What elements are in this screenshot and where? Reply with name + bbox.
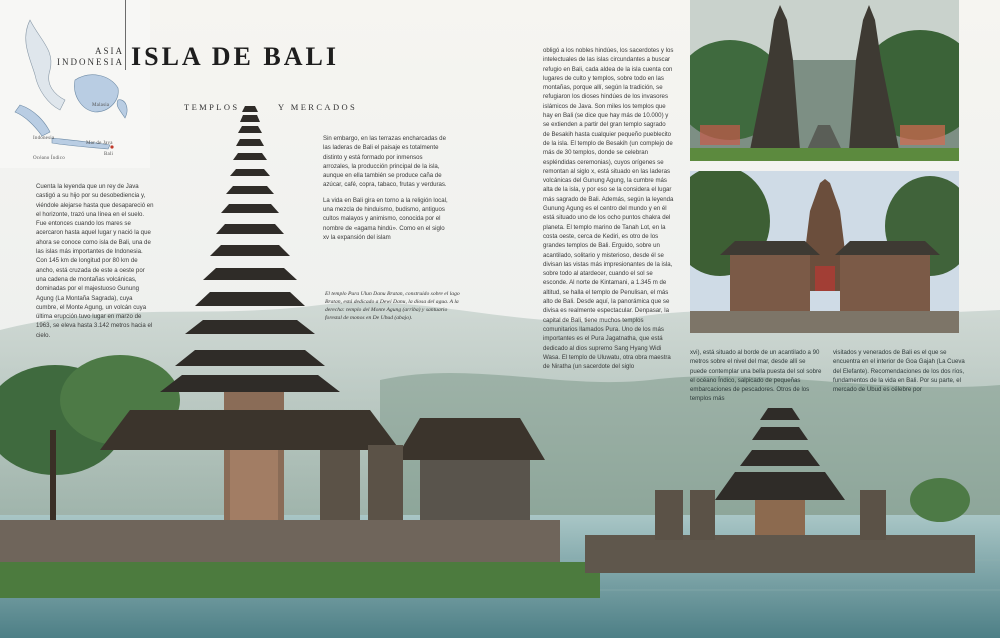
body-paragraph-3: La vida en Bali gira en torno a la religión local, una mezcla de hinduismo, budismo, antiguos cultos malayos y animismo, conocida por el nombre de «agama hindú». Como en el siglo xv la expansión del islam: [323, 196, 448, 241]
map-label-indonesia: Indonesia: [33, 136, 55, 141]
map-label-bali: Bali: [104, 152, 114, 157]
article-subtitle: [184, 102, 364, 112]
body-paragraph-5: xvi), está situado al borde de un acantilado a 90 metros sobre el nivel del mar, desde allí se puede contemplar una bella puesta del sol sobre el océano Índico, salpicado de pequeñas embarcaciones de pescadores. Otros de los templos más: [690, 349, 822, 403]
forest-temple-photo: [690, 171, 959, 333]
body-paragraph-4: obligó a los nobles hindúes, los sacerdotes y los intelectuales de las islas circundantes a buscar refugio en Bali, cada aldea de la isla cuenta con lugares de culto y templos, sobre todo en las montañas, porque allí, según la tradición, se refugiaron los dioses hindúes de los invasores islámicos de Java. Son miles los templos que hay en Bali (se dice que hay más de 10.000) y se extienden a partir del gran templo sagrado de Besakih hasta cualquier pequeño pueblecito de la isla. El templo de Besakih (un complejo de más de 30 templos, donde se celebran espléndidas ceremonias), cuyos orígenes se remontan al siglo x, está situado en las laderas volcánicas del Gunung Agung, la cumbre más alta de la isla, y por eso se la considera el lugar más sagrado de Bali. Además, según la leyenda Gunung Agung es el centro del mundo y en él está situado uno de los ocho puntos chakra del planeta. El templo marino de Tanah Lot, en la costa oeste, cerca de Kediri, es otro de los grandes templos de Bali. Erguido, sobre un acantilado, solitario y misterioso, desde él se divisan las vistas más impresionantes de la isla, sobre todo al atardecer, cuando el sol se esconde. Al norte de Kintamani, a 1.345 m de altitud, se halla el templo de Penulisan, el más alto de Bali. Desde aquí, la panorámica que se divisa es realmente espectacular. Denpasar, la capital de Bali, tiene muchos templos comunitarios llamados Pura. Uno de los más importantes es el Pura Jagatnatha, que está dedicado al dios supremo Sang Hyang Widi Wasa. El templo de Uluwatu, otra obra maestra de Niratha (un sacerdote del siglo: [543, 47, 674, 371]
region-label: [56, 46, 124, 68]
body-paragraph-2: Sin embargo, en las terrazas encharcadas de las laderas de Bali el paisaje es totalmente distinto y está formado por inmensos arrozales, la producción principal de la isla, aunque en ella también se produce caña de azúcar, café, copra, tabaco, frutas y verduras.: [323, 135, 447, 189]
map-label-oceano-indico: Océano Índico: [33, 156, 65, 161]
body-paragraph-1: Cuenta la leyenda que un rey de Java castigó a su hijo por su desobediencia y, viéndole alejarse hasta que desapareció en el horizonte, trazó una línea en el suelo. Fue entonces cuando los mares se acercaron hasta aquel lugar y nació la que ahora se conoce como isla de Bali, una de las islas más importantes de Indonesia. Con 145 km de longitud por 80 km de ancho, está cruzada de este a oeste por una cadena de montañas volcánicas, dominadas por el majestuoso Gunung Agung (La Montaña Sagrada), cuya cumbre, el Monte Agung, un volcán cuya última erupción tuvo lugar en marzo de 1963, se eleva hasta 3.142 metros hacia el cielo.: [36, 183, 154, 339]
body-column-3: [543, 46, 674, 377]
body-column-2: [323, 134, 451, 248]
body-column-4: [690, 348, 824, 410]
subtitle-word-templos: TEMPLOS: [184, 102, 240, 112]
region-country: INDONESIA: [57, 57, 124, 67]
body-column-1: [36, 182, 154, 346]
temple-gate-photo: [690, 0, 959, 161]
article-title: ISLA DE BALI: [131, 42, 339, 71]
body-paragraph-6: visitados y venerados de Bali es el que se encuentra en el interior de Goa Gajah (La Cueva del Elefante). Recomendaciones de los dos ríos, fundamentos de la vida en Bali. Por su parte, el mercado de Ubud es célebre por: [833, 349, 965, 394]
region-map: [0, 0, 150, 168]
photo-caption: El templo Pura Ulun Danu Bratan, construido sobre el lago Bratan, está dedicado a Dewi Danu, la diosa del agua. A la derecha: templo del Monte Agung (arriba) y santuario forestal de monos en De Ubud (abajo).: [325, 291, 460, 321]
map-label-malasia: Malasia: [92, 103, 110, 108]
body-column-5: [833, 348, 967, 400]
map-label-mar-de-java: Mar de Java: [86, 141, 113, 146]
subtitle-word-mercados: Y MERCADOS: [278, 102, 358, 112]
region-continent: ASIA: [94, 46, 124, 56]
title-divider: [125, 0, 126, 70]
